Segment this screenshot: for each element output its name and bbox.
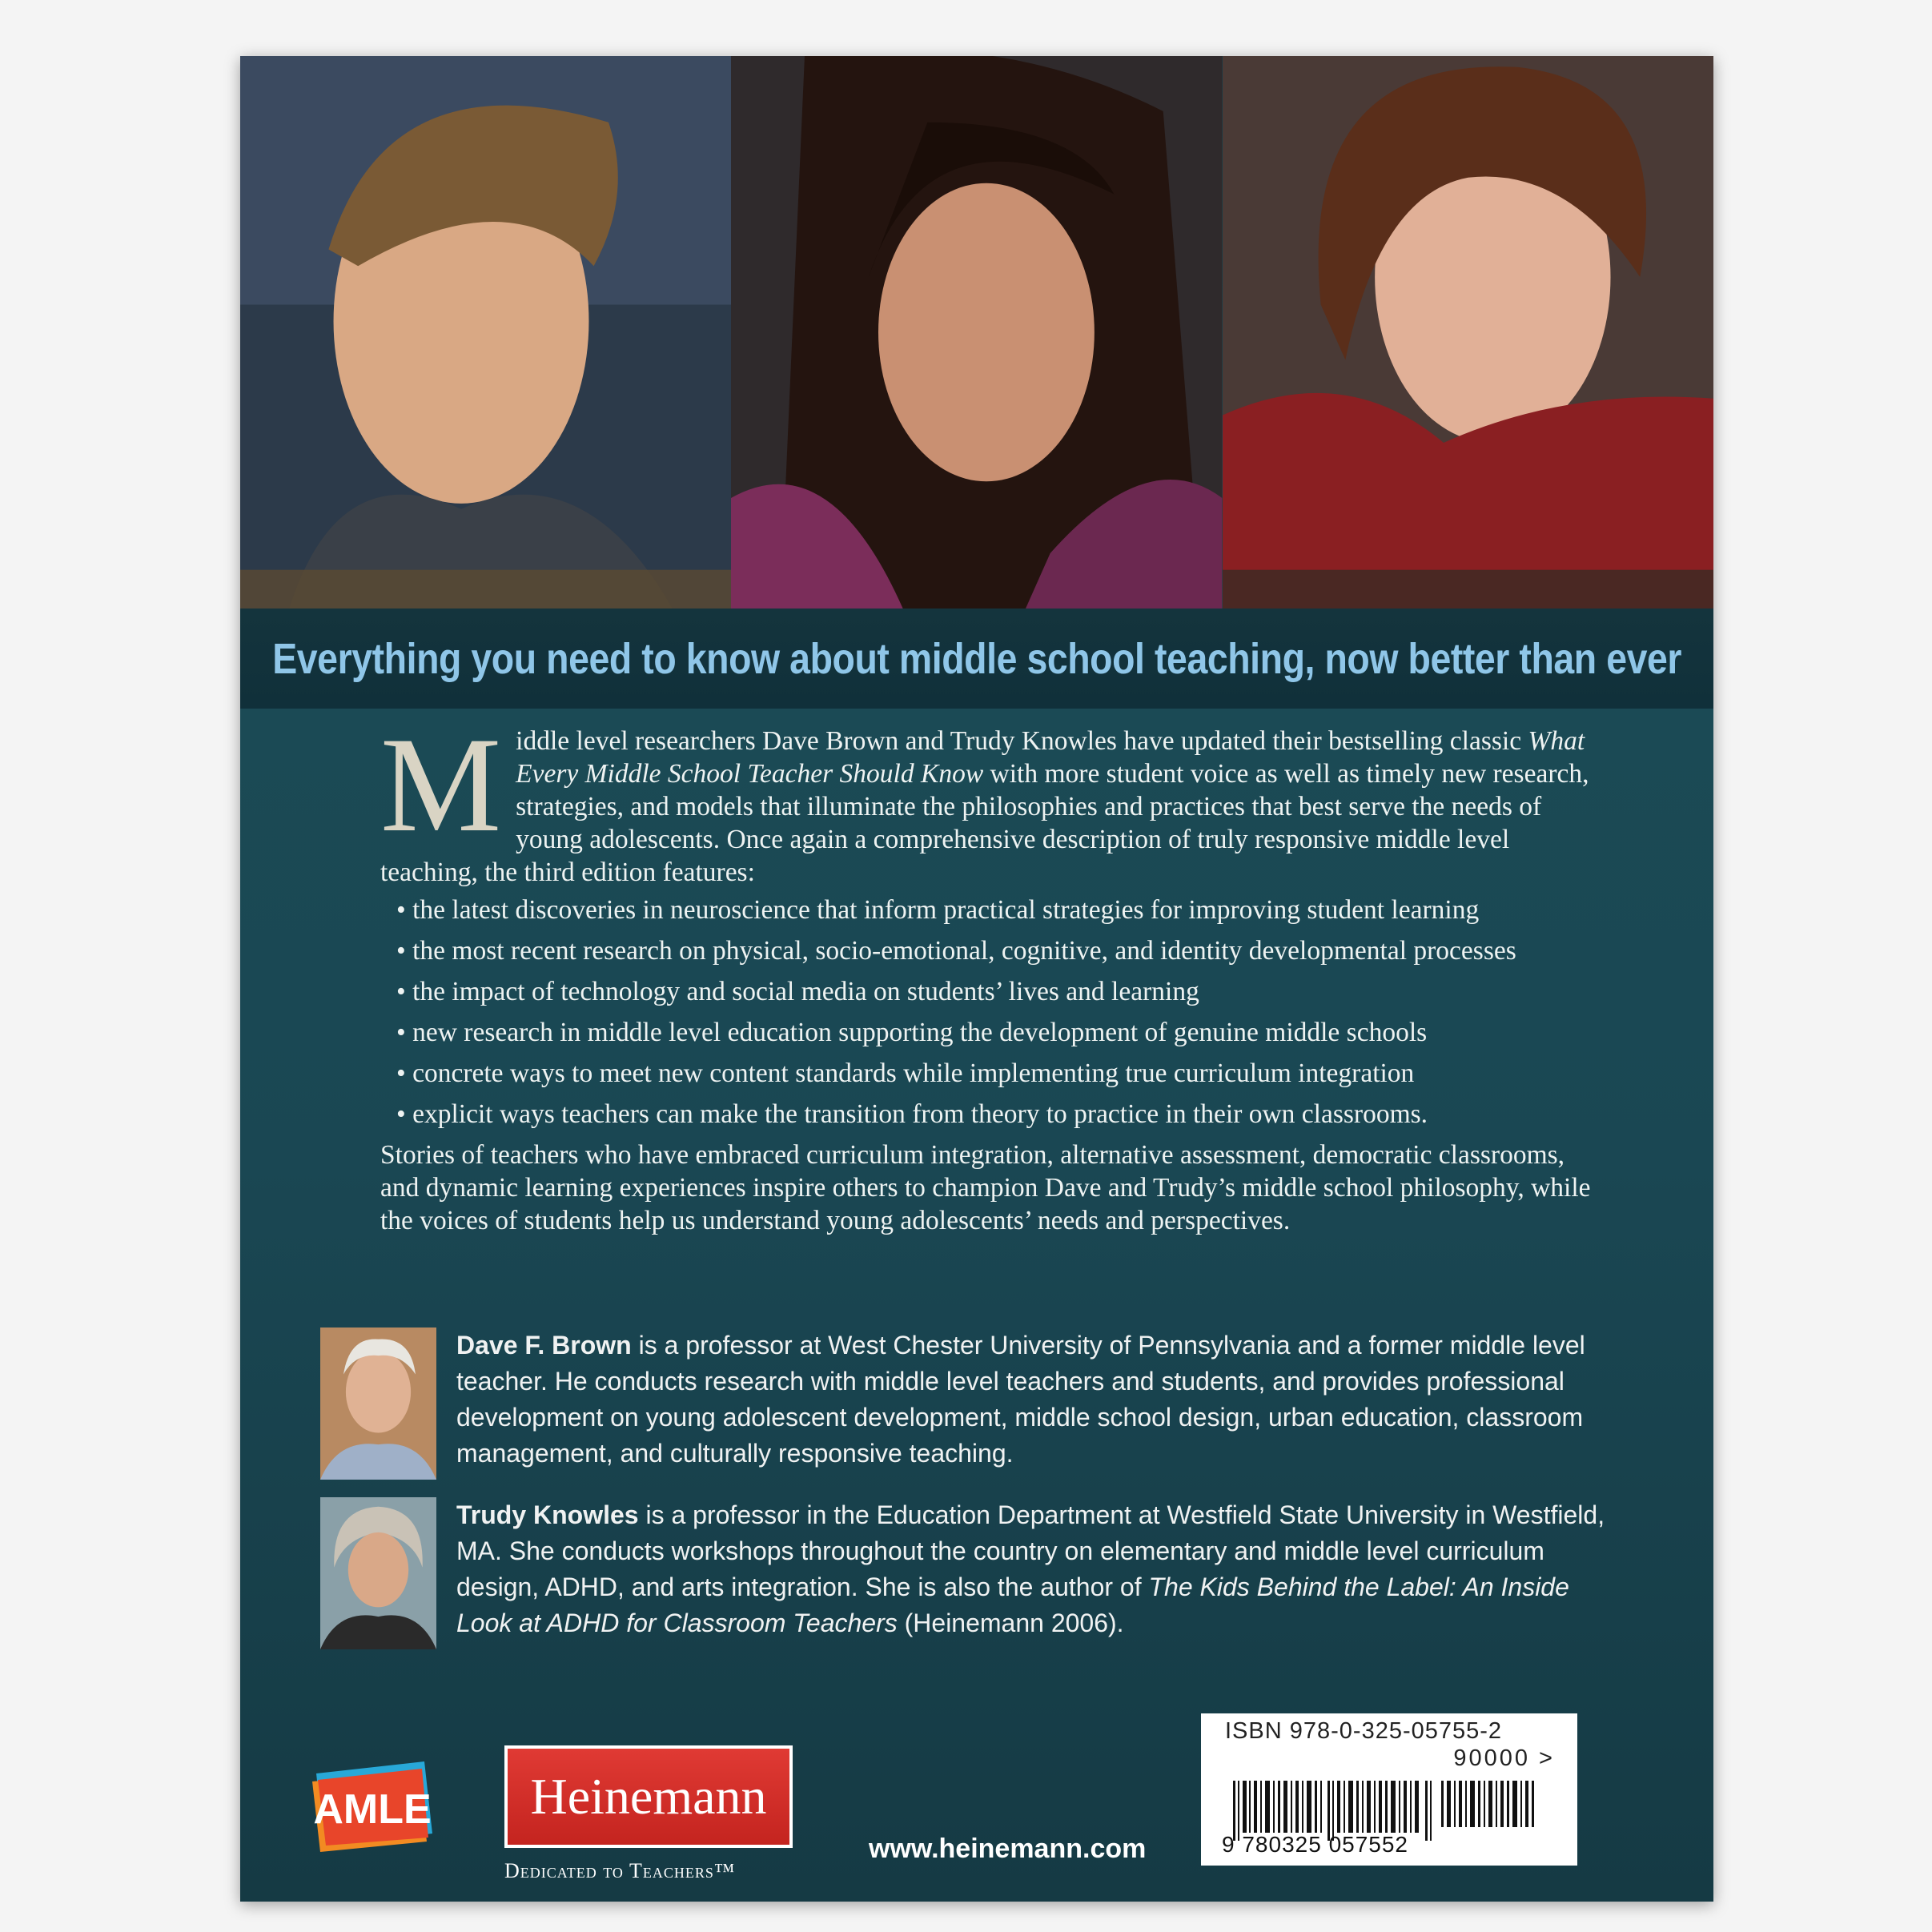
heinemann-tagline: Dedicated to Teachers™ xyxy=(504,1859,736,1882)
addon-barcode-icon xyxy=(1441,1781,1537,1827)
book-back-cover xyxy=(240,56,1713,1902)
isbn-barcode-box xyxy=(1201,1713,1577,1866)
student-photo-strip xyxy=(240,56,1713,609)
closing-paragraph: Stories of teachers who have embraced curriculum integration, alternative assessment, democratic classrooms, and dynamic learning experiences inspire others to champion Dave and Trudy’s middle school philosophy, while the voices of students help us understand young adolescents’ needs and perspectives. xyxy=(380,1140,1591,1235)
drop-cap: M xyxy=(380,709,502,860)
heinemann-logo xyxy=(504,1745,793,1883)
author-name: Trudy Knowles xyxy=(456,1500,639,1529)
headline-banner xyxy=(240,609,1713,709)
feature-item: • the most recent research on physical, socio-emotional, cognitive, and identity developmental processes xyxy=(396,934,1597,967)
author-name: Dave F. Brown xyxy=(456,1331,632,1360)
feature-item: • new research in middle level education supporting the development of genuine middle schools xyxy=(396,1016,1597,1049)
author-bio-dave-brown xyxy=(456,1327,1609,1472)
author-bio-text: is a professor at West Chester University of Pennsylvania and a former middle level teacher. He conducts research with middle level teachers and students, and provides professional development on young adolescent development, middle school design, urban education, classroom management, and culturally responsive teaching. xyxy=(456,1331,1585,1468)
feature-item: • the impact of technology and social media on students’ lives and learning xyxy=(396,975,1597,1008)
feature-item: • explicit ways teachers can make the transition from theory to practice in their own classrooms. xyxy=(396,1098,1597,1131)
price-code: 90000 > xyxy=(1453,1745,1555,1771)
headline: Everything you need to know about middle school teaching, now better than ever xyxy=(272,634,1681,683)
author-bio-text: is a professor in the Education Department at Westfield State University in Westfield, MA. She conducts workshops throughout the country on elementary and middle level curriculum design, ADHD, and arts integration. She is also the author of xyxy=(456,1500,1605,1601)
feature-item: • concrete ways to meet new content standards while implementing true curriculum integration xyxy=(396,1057,1597,1090)
isbn-number: ISBN 978-0-325-05755-2 xyxy=(1225,1718,1503,1744)
barcode-digits: 9 780325 057552 xyxy=(1222,1832,1408,1857)
feature-list xyxy=(396,894,1597,1131)
photo-boy-left xyxy=(240,56,731,609)
amle-logo xyxy=(308,1757,436,1854)
heinemann-wordmark: Heinemann xyxy=(504,1745,793,1848)
author-book-title: The Kids Behind the Label: An Inside Look at ADHD for Classroom Teachers xyxy=(456,1573,1569,1637)
author-photo-trudy-knowles xyxy=(320,1497,436,1649)
photo-girl-center xyxy=(731,56,1222,609)
book-description xyxy=(380,709,1597,1237)
author-photo-dave-brown xyxy=(320,1327,436,1480)
feature-item: • the latest discoveries in neuroscience that inform practical strategies for improving student learning xyxy=(396,894,1597,926)
intro-text-continued: with more student voice as well as timely new research, strategies, and models that illuminate the philosophies and practices that best serve the needs of young adolescents. Once again a comprehensive description of truly responsive middle level teaching, the third edition features: xyxy=(380,759,1589,887)
author-bio-text-end: (Heinemann 2006). xyxy=(897,1609,1124,1637)
amle-logo-text: AMLE xyxy=(313,1786,432,1833)
publisher-url: www.heinemann.com xyxy=(869,1834,1147,1864)
intro-text: iddle level researchers Dave Brown and Trudy Knowles have updated their bestselling classic xyxy=(516,726,1528,756)
book-title: What Every Middle School Teacher Should Know xyxy=(516,726,1585,789)
author-bio-trudy-knowles xyxy=(456,1497,1609,1641)
photo-boy-right xyxy=(1223,56,1713,609)
cover-footer xyxy=(240,1689,1713,1890)
